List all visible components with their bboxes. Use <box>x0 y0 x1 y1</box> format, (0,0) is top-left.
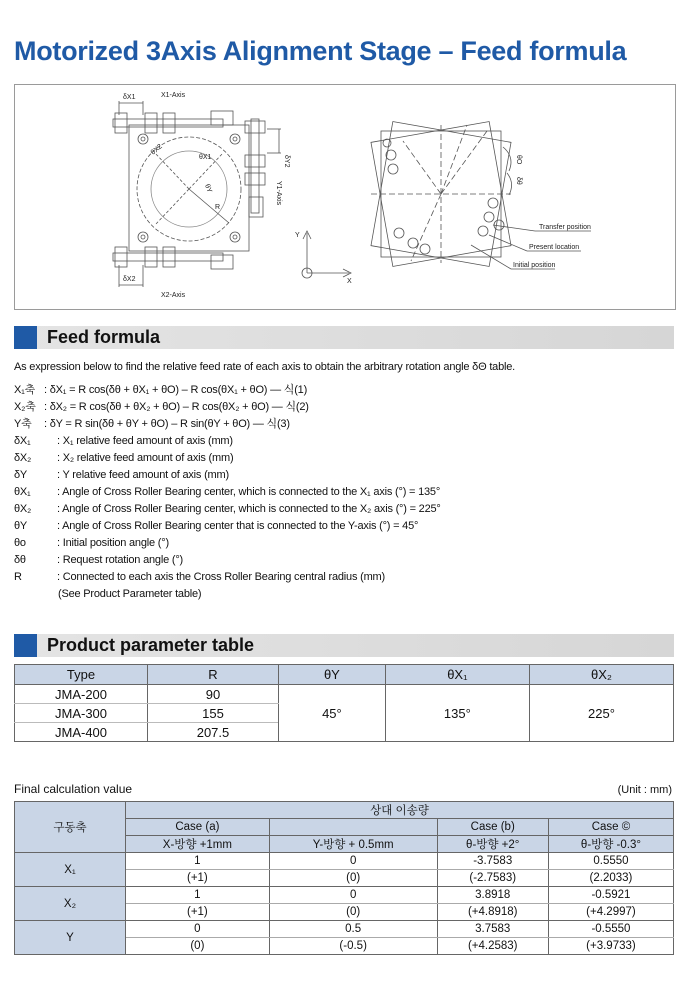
paren-cell: (+1) <box>126 904 270 921</box>
feed-formula-heading-bar <box>14 326 674 349</box>
product-parameter-table <box>14 664 674 742</box>
definition-row: θo : Initial position angle (°) <box>14 537 169 549</box>
page-title: Motorized 3Axis Alignment Stage – Feed formula <box>14 36 627 66</box>
equation-x1: X₁축 : δX₁ = R cos(δθ + θX₁ + θO) – R cos(θX₁ + θO) — 식(1) <box>14 384 308 396</box>
label-transfer-position: Transfer position <box>539 224 591 231</box>
value-cell: 0 <box>269 887 437 904</box>
value-cell: -0.5921 <box>548 887 673 904</box>
cell-type: JMA-400 <box>15 723 148 742</box>
stage-drawing <box>15 85 675 309</box>
subheader-theta-plus: θ-방향 +2° <box>437 836 548 853</box>
label-thetax2: θX2 <box>149 143 164 157</box>
section-marker <box>14 326 37 349</box>
label-dx2: δX2 <box>123 276 136 283</box>
label-theta-o: θO <box>515 155 522 165</box>
definition-row: θX₂ : Angle of Cross Roller Bearing center, which is connected to the X₂ axis (°) = 225° <box>14 503 441 515</box>
header-case-a: Case (a) <box>126 819 270 836</box>
param-table-heading: Product parameter table <box>47 635 255 655</box>
label-r: R <box>215 204 221 211</box>
header-axis: 구동축 <box>15 802 126 853</box>
cell-r: 90 <box>148 685 279 704</box>
paren-cell: (+1) <box>126 870 270 887</box>
final-calc-title: Final calculation value <box>14 782 133 796</box>
cell-theta-x1: 135° <box>385 685 529 742</box>
label-axis-x: X <box>347 278 352 285</box>
paren-cell: (+4.2583) <box>437 938 548 955</box>
value-cell: 0 <box>126 921 270 938</box>
paren-cell: (0) <box>269 870 437 887</box>
header-theta-x1: θX₁ <box>385 665 529 685</box>
axis-x2: X₂ <box>15 887 126 921</box>
subheader-x-direction: X-방향 +1mm <box>126 836 270 853</box>
paren-cell: (+3.9733) <box>548 938 673 955</box>
definition-row: δX₂ : X₂ relative feed amount of axis (mm) <box>14 452 234 464</box>
definition-row: R : Connected to each axis the Cross Roller Bearing central radius (mm) <box>14 571 385 583</box>
header-theta-x2: θX₂ <box>529 665 673 685</box>
axis-y: Y <box>15 921 126 955</box>
value-cell: 0 <box>269 853 437 870</box>
definition-row: δX₁ : X₁ relative feed amount of axis (mm) <box>14 435 233 447</box>
definition-row: δY : Y relative feed amount of axis (mm) <box>14 469 229 481</box>
stage-body <box>129 125 249 251</box>
definition-row: θY : Angle of Cross Roller Bearing center that is connected to the Y-axis (°) = 45° <box>14 520 419 532</box>
label-delta-theta: δθ <box>515 177 522 185</box>
header-case-blank <box>269 819 437 836</box>
subheader-y-direction: Y-방향 + 0.5mm <box>269 836 437 853</box>
label-dx1: δX1 <box>123 94 136 101</box>
subheader-theta-minus: θ-방향 -0.3° <box>548 836 673 853</box>
param-table-heading-bar <box>14 634 674 657</box>
equation-x2: X₂축 : δX₂ = R cos(δθ + θX₂ + θO) – R cos(θX₂ + θO) — 식(2) <box>14 401 309 413</box>
paren-cell: (2.2033) <box>548 870 673 887</box>
value-cell: 1 <box>126 887 270 904</box>
value-cell: 0.5550 <box>548 853 673 870</box>
label-thetax1: θX1 <box>199 154 212 161</box>
cell-theta-x2: 225° <box>529 685 673 742</box>
value-cell: -0.5550 <box>548 921 673 938</box>
label-x2-axis: X2-Axis <box>161 292 186 299</box>
header-group: 상대 이송량 <box>126 802 674 819</box>
label-y1-axis: Y1-Axis <box>275 181 282 206</box>
cell-r: 155 <box>148 704 279 723</box>
table-row <box>15 887 674 904</box>
unit-note: (Unit : mm) <box>617 784 672 796</box>
label-initial-position: Initial position <box>513 262 556 269</box>
header-case-b: Case (b) <box>437 819 548 836</box>
definition-note: (See Product Parameter table) <box>58 588 202 600</box>
paren-cell: (0) <box>126 938 270 955</box>
section-marker <box>14 634 37 657</box>
final-calculation-table <box>14 801 674 955</box>
header-r: R <box>148 665 279 685</box>
paren-cell: (+4.8918) <box>437 904 548 921</box>
stage-diagram <box>14 84 676 310</box>
definition-row: θX₁ : Angle of Cross Roller Bearing center, which is connected to the X₁ axis (°) = 135° <box>14 486 441 498</box>
formula-list <box>14 382 674 603</box>
feed-formula-heading: Feed formula <box>47 327 161 347</box>
value-cell: 3.8918 <box>437 887 548 904</box>
feed-formula-intro: As expression below to find the relative feed rate of each axis to obtain the arbitrary rotation angle δΘ table. <box>14 361 516 373</box>
header-case-c: Case © <box>548 819 673 836</box>
label-dy2: δY2 <box>283 155 290 168</box>
cell-type: JMA-300 <box>15 704 148 723</box>
table-row <box>15 853 674 870</box>
cell-theta-y: 45° <box>279 685 386 742</box>
paren-cell: (-0.5) <box>269 938 437 955</box>
table-row <box>15 921 674 938</box>
cell-type: JMA-200 <box>15 685 148 704</box>
label-x1-axis: X1-Axis <box>161 92 186 99</box>
axis-x1: X₁ <box>15 853 126 887</box>
value-cell: 3.7583 <box>437 921 548 938</box>
definition-row: δθ : Request rotation angle (°) <box>14 554 183 566</box>
label-thetay: θY <box>203 183 213 194</box>
value-cell: -3.7583 <box>437 853 548 870</box>
cell-r: 207.5 <box>148 723 279 742</box>
label-axis-y: Y <box>295 232 300 239</box>
label-present-location: Present location <box>529 244 580 251</box>
paren-cell: (-2.7583) <box>437 870 548 887</box>
value-cell: 0.5 <box>269 921 437 938</box>
header-type: Type <box>15 665 148 685</box>
paren-cell: (+4.2997) <box>548 904 673 921</box>
header-theta-y: θY <box>279 665 386 685</box>
value-cell: 1 <box>126 853 270 870</box>
table-row <box>15 685 674 704</box>
paren-cell: (0) <box>269 904 437 921</box>
equation-y: Y축 : δY = R sin(δθ + θY + θO) – R sin(θY + θO) — 식(3) <box>14 418 290 430</box>
